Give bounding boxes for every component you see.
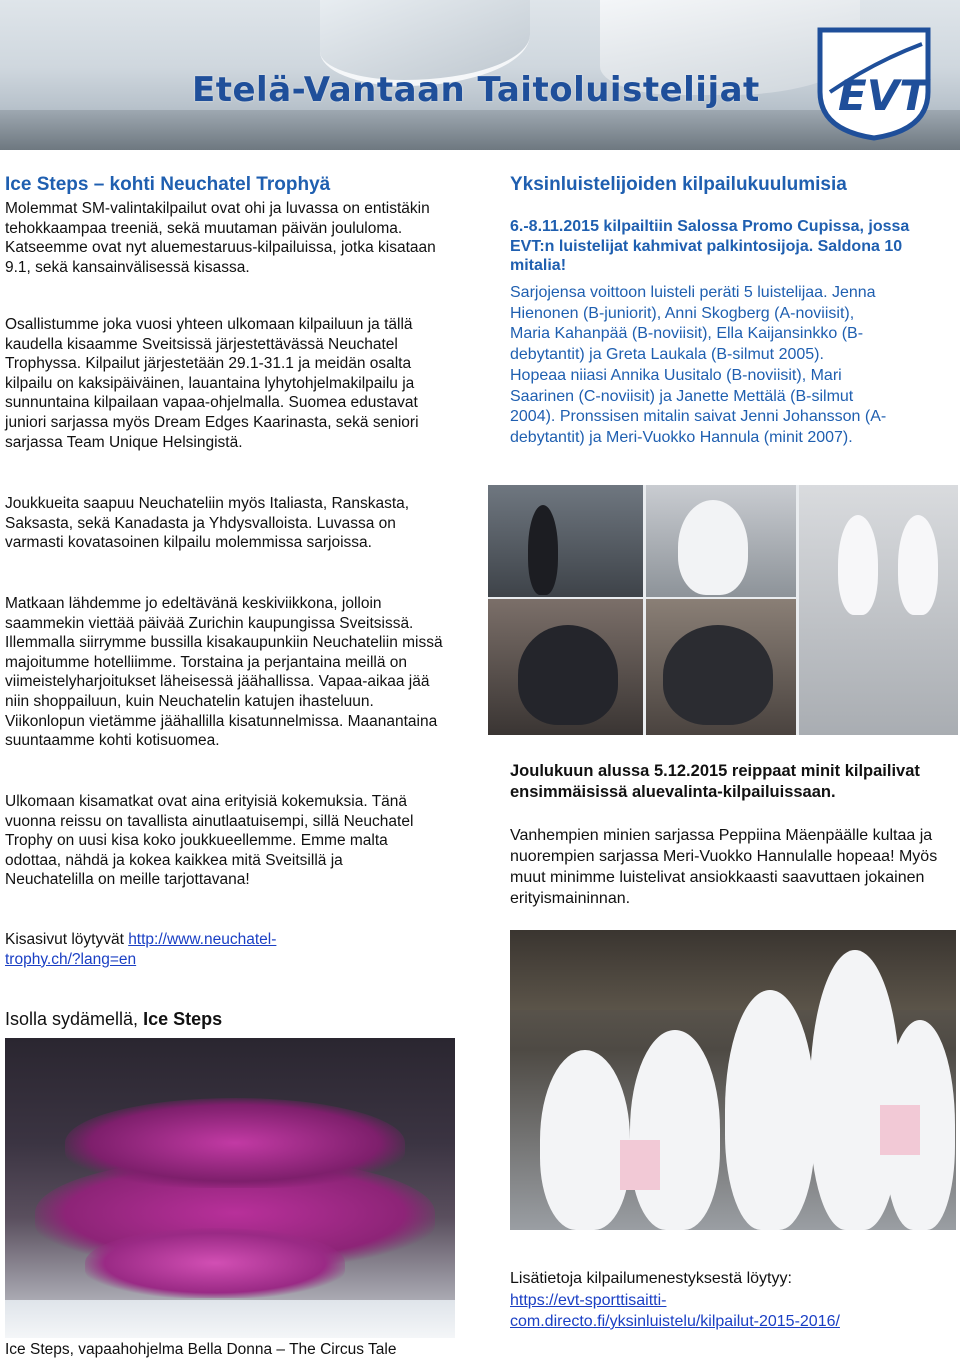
more-info-label: Lisätietoja kilpailumenestyksestä löytyy: <box>510 1270 792 1287</box>
regional-selection-results: Vanhempien minien sarjassa Peppiina Mäenpäälle kultaa ja nuorempien sarjassa Meri-Vuokko Hannulalle hopeaa! Myös muut minimme luistelivat ansiokkaasti saavuttaen jokainen erityismaininnan. <box>510 827 938 907</box>
paragraph: Joukkueita saapuu Neuchateliin myös Italiasta, Ranskasta, Saksasta, sekä Kanadasta ja Yhdysvalloista. Luvassa on varmasti kovatasoinen kilpailu molemmissa sarjoissa. <box>5 495 410 552</box>
results-line: debytantit) ja Greta Laukala (B-silmut 2005). <box>510 346 824 364</box>
results-line: Sarjojensa voittoon luisteli peräti 5 luistelijaa. Jenna <box>510 284 876 301</box>
site-title: Etelä-Vantaan Taitoluistelijat <box>192 70 760 110</box>
minis-photo <box>510 930 956 1230</box>
winners-collage-photo <box>488 485 958 735</box>
regional-selection-summary: Joulukuun alussa 5.12.2015 reippaat minit kilpailivat ensimmäisissä aluevalinta-kilpailuissaan. <box>510 762 920 801</box>
team-photo <box>5 1038 455 1338</box>
paragraph: Osallistumme joka vuosi yhteen ulkomaan kilpailuun ja tällä kaudella kisaamme Sveitsissä järjestettävässä Neuchatel Trophyssa. Kilpailut järjestetään 29.1-31.1 ja meidän osalta kilpailu on kaksipäiväinen, lauantaina lyhytohjelmakilpailu ja sunnuntaina kilpailaan vapaa-ohjelmalla. Suomea edustavat juniori sarjassa myös Dream Edges Kaarinasta, sekä seniori sarjassa Team Unique Helsingistä. <box>5 316 419 451</box>
paragraph: Matkaan lähdemme jo edeltävänä keskiviikkona, jolloin saammekin viettää päivää Zurichin kaupungissa Sveitsissä. Illemmalla siirrymme bussilla kisakaupunkiin Neuchateliin missä majoitumme hotelliimme. Torstaina ja perjantaina meillä on viimeistelyharjoitukset läheisessä jäähallissa. Vapaa-aikaa jää niin shoppailuun, kuin Neuchatelin katujen ihasteluun. Viikonlopun vietämme jäähallilla kisatunnelmissa. Maanantaina suuntaamme kohti kotisuomea. <box>5 595 443 750</box>
logo-text: EVT <box>838 71 928 120</box>
evt-logo-icon <box>810 22 938 142</box>
header-banner <box>0 0 960 150</box>
team-photo-caption: Ice Steps, vapaahohjelma Bella Donna – The Circus Tale <box>5 1341 397 1358</box>
promo-cup-results <box>510 283 960 449</box>
competition-site-link[interactable]: http://www.neuchatel- trophy.ch/?lang=en <box>5 931 277 968</box>
results-link[interactable]: https://evt-sporttisaitti- com.directo.fi/yksinluistelu/kilpailut-2015-2016/ <box>510 1292 840 1330</box>
results-line: Hopeaa niiasi Annika Uusitalo (B-noviisit), Mari <box>510 366 842 384</box>
results-line: Saarinen (C-noviisit) ja Janette Mettälä (B-silmut <box>510 387 854 405</box>
paragraph: Molemmat SM-valintakilpailut ovat ohi ja luvassa on entistäkin tehokkaampaa treeniä, sekä muutaman päivän joululoma. Katseemme ovat nyt aluemestaruus-kilpailuissa, jotka kisataan 9.1, sekä kansainvälisessä kisassa. <box>5 200 436 276</box>
ice-steps-travel <box>5 594 445 751</box>
results-line: Maria Kahanpää (B-noviisit), Ella Kaijansinkko (B- <box>510 325 864 343</box>
results-line: debytantit) ja Meri-Vuokko Hannula (minit 2007). <box>510 428 853 446</box>
link-intro: Kisasivut löytyvät <box>5 931 129 948</box>
results-line: 2004). Pronssisen mitalin saivat Jenni Johansson (A- <box>510 408 887 426</box>
signoff-team: Ice Steps <box>143 1009 223 1029</box>
ice-steps-website <box>5 930 445 969</box>
paragraph: Ulkomaan kisamatkat ovat aina erityisiä kokemuksia. Tänä vuonna reissu on tavallista ainutlaatuisempi, sillä Neuchatel Trophy on uusi kisa koko joukkueellemme. Emme malta odottaa, nähdä ja kokea kaikkea mitä Sveitsillä ja Neuchatelilla on meille tarjottavana! <box>5 793 414 889</box>
signoff <box>5 1010 445 1030</box>
promo-cup-summary: 6.-8.11.2015 kilpailtiin Salossa Promo Cupissa, jossa EVT:n luistelijat kahmivat palkintosijoja. Saldona 10 mitalia! <box>510 218 910 275</box>
results-line: Hienonen (B-juniorit), Anni Skogberg (A-noviisit), <box>510 304 855 322</box>
ice-steps-intro <box>5 199 437 277</box>
ice-steps-competition <box>5 315 437 452</box>
signoff-prefix: Isolla sydämellä, <box>5 1009 144 1029</box>
ice-steps-experience <box>5 792 435 890</box>
singles-heading: Yksinluistelijoiden kilpailukuulumisia <box>510 174 847 195</box>
ice-steps-heading: Ice Steps – kohti Neuchatel Trophyä <box>5 174 331 195</box>
ice-steps-teams <box>5 494 445 553</box>
